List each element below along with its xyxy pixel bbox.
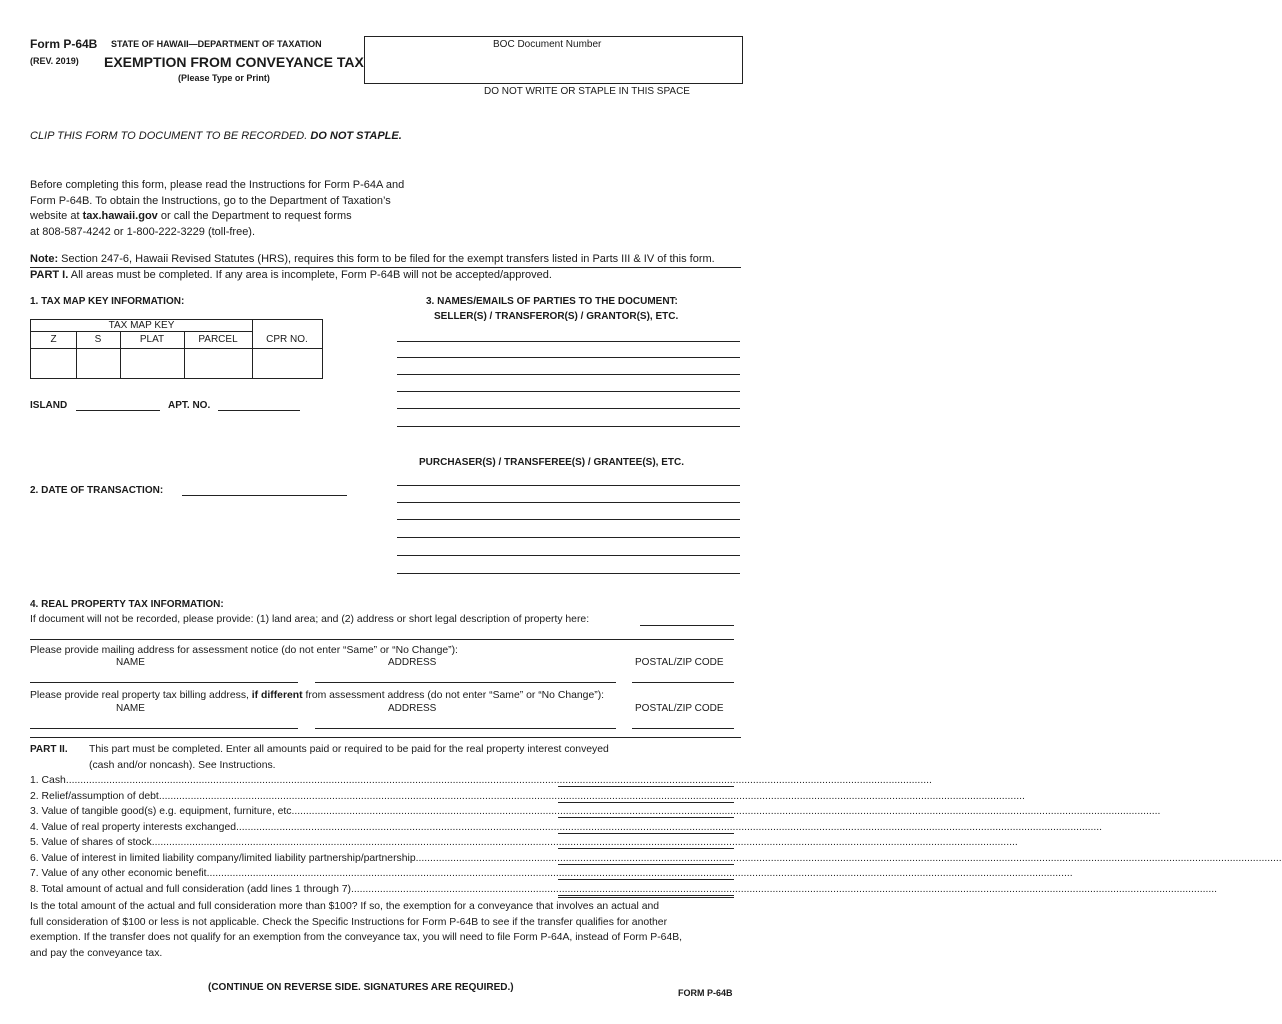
clip-notice [30, 130, 402, 142]
col-cpr: CPR NO. [266, 334, 308, 345]
intro-line: at 808-587-4242 or 1-800-222-3229 (toll-free). [30, 225, 256, 238]
date-of-transaction-field[interactable] [182, 495, 347, 496]
mailing-zip-header: POSTAL/ZIP CODE [635, 657, 724, 668]
no-write-notice: DO NOT WRITE OR STAPLE IN THIS SPACE [484, 86, 690, 97]
purchaser-line[interactable] [397, 573, 740, 574]
section4-desc: If document will not be recorded, please provide: (1) land area; and (2) address or short legal description of property here: [30, 614, 590, 625]
dot-leader: ............................................................................................................................................................................................................................................................................................................ [294, 806, 1161, 817]
form-footer-id: FORM P-64B [678, 988, 733, 998]
mailing-name-header: NAME [116, 657, 145, 668]
clip-notice-emphasis: DO NOT STAPLE. [310, 130, 402, 142]
website-link[interactable]: tax.hawaii.gov [82, 210, 158, 222]
apt-field[interactable] [218, 410, 300, 411]
dot-leader: ............................................................................................................................................................................................................................................................................................................ [151, 837, 1018, 848]
part2-amount-field[interactable] [558, 895, 734, 898]
note-text: Note: Section 247-6, Hawaii Revised Statutes (HRS), requires this form to be filed for the exempt transfers listed in Parts III & IV of this form. [30, 253, 715, 265]
seller-line[interactable] [397, 374, 740, 375]
seller-line[interactable] [397, 391, 740, 392]
col-z: Z [50, 334, 57, 345]
continue-notice: (CONTINUE ON REVERSE SIDE. SIGNATURES ARE REQUIRED.) [208, 982, 514, 993]
form-title: EXEMPTION FROM CONVEYANCE TAX [104, 54, 364, 70]
island-label: ISLAND [30, 400, 68, 411]
form-id: Form P-64B [30, 37, 98, 51]
part2-amount-field[interactable] [558, 786, 734, 787]
mailing-address-field[interactable] [315, 682, 616, 683]
agency-name: STATE OF HAWAII—DEPARTMENT OF TAXATION [111, 39, 322, 49]
boc-label: BOC Document Number [493, 39, 602, 50]
part2-item-label: 3. Value of tangible good(s) e.g. equipment, furniture, etc. [30, 806, 295, 817]
billing-address-instruction: Please provide real property tax billing address, if different from assessment address (do not enter “Same” or “No Change”): [30, 690, 605, 701]
seller-line[interactable] [397, 341, 740, 342]
purchaser-line[interactable] [397, 519, 740, 520]
closing-line: Is the total amount of the actual and full consideration more than $100? If so, the exemption for a conveyance that involves an actual and [30, 901, 660, 912]
dot-leader: ............................................................................................................................................................................................................................................................................................................ [350, 883, 1218, 895]
billing-zip-header: POSTAL/ZIP CODE [635, 703, 724, 714]
col-parcel: PARCEL [198, 334, 238, 345]
note-label: Note: [30, 253, 59, 265]
part2-item-row [30, 868, 1073, 879]
mailing-address-header: ADDRESS [388, 657, 437, 668]
billing-zip-field[interactable] [632, 728, 734, 729]
part2-amount-field[interactable] [558, 864, 734, 865]
boc-document-number-box[interactable] [364, 36, 743, 84]
mailing-name-field[interactable] [30, 682, 298, 683]
closing-line: exemption. If the transfer does not qualify for an exemption from the conveyance tax, you will need to file Form P-64A, instead of Form P-64B, [30, 932, 683, 943]
apt-label: APT. NO. [168, 400, 211, 411]
dot-leader: ............................................................................................................................................................................................................................................................................................................ [206, 868, 1073, 879]
part2-item-label: 2. Relief/assumption of debt [30, 790, 159, 802]
billing-name-header: NAME [116, 703, 145, 714]
clip-notice-text: CLIP THIS FORM TO DOCUMENT TO BE RECORDED. [30, 130, 308, 142]
part2-item-row [30, 883, 1218, 895]
intro-paragraph [30, 178, 404, 240]
part2-label: PART II. [30, 744, 68, 755]
part2-item-row [30, 821, 1103, 833]
part2-amount-field[interactable] [558, 833, 734, 834]
dot-leader: ............................................................................................................................................................................................................................................................................................................ [158, 790, 1025, 802]
seller-line[interactable] [397, 408, 740, 409]
closing-line: and pay the conveyance tax. [30, 947, 163, 959]
section1-title: 1. TAX MAP KEY INFORMATION: [30, 296, 185, 307]
dot-leader: ............................................................................................................................................................................................................................................................................................................ [236, 821, 1103, 833]
part2-amount-field[interactable] [558, 879, 734, 880]
part2-item-label: 6. Value of interest in limited liability company/limited liability partnership/partnership [30, 852, 416, 864]
property-description-field-2[interactable] [30, 639, 734, 640]
billing-address-header: ADDRESS [388, 703, 437, 714]
section4-title: 4. REAL PROPERTY TAX INFORMATION: [30, 599, 224, 610]
tax-map-key-header: TAX MAP KEY [108, 320, 175, 331]
part1-label: PART I. [30, 269, 69, 281]
island-field[interactable] [76, 410, 160, 411]
purchaser-line[interactable] [397, 485, 740, 486]
form-revision: (REV. 2019) [30, 56, 79, 66]
intro-line: Before completing this form, please read the Instructions for Form P-64A and [30, 179, 405, 191]
purchaser-line[interactable] [397, 555, 740, 556]
divider [30, 737, 741, 738]
part2-item-label: 5. Value of shares of stock [30, 837, 152, 848]
part2-amount-field[interactable] [558, 848, 734, 849]
dot-leader: ............................................................................................................................................................................................................................................................................................................ [415, 852, 1282, 864]
part2-item-label: 1. Cash [30, 775, 66, 786]
intro-line: website at tax.hawaii.gov or call the Department to request forms [30, 210, 352, 222]
part2-amount-field[interactable] [558, 802, 734, 803]
part2-item-label: 4. Value of real property interests exchanged [30, 821, 237, 833]
purchaser-title: PURCHASER(S) / TRANSFEREE(S) / GRANTEE(S), ETC. [419, 457, 685, 468]
section3-title: 3. NAMES/EMAILS OF PARTIES TO THE DOCUMENT: [426, 296, 678, 307]
property-description-field[interactable] [640, 625, 734, 626]
part2-item-row [30, 852, 1282, 864]
part2-item-row [30, 806, 1161, 817]
seller-line[interactable] [397, 426, 740, 427]
dot-leader: ............................................................................................................................................................................................................................................................................................................ [65, 775, 932, 786]
part2-text-2: (cash and/or noncash). See Instructions. [89, 760, 276, 771]
closing-line: full consideration of $100 or less is not applicable. Check the Specific Instructions for Form P-64B to see if the transfer qualifies for another [30, 916, 668, 928]
part2-item-row [30, 837, 1018, 848]
part2-item-label: 7. Value of any other economic benefit [30, 868, 207, 879]
intro-line: Form P-64B. To obtain the Instructions, go to the Department of Taxation’s [30, 194, 391, 207]
part2-item-label: 8. Total amount of actual and full consideration (add lines 1 through 7) [30, 883, 351, 895]
form-subtitle: (Please Type or Print) [178, 73, 270, 83]
part1-text: PART I. All areas must be completed. If any area is incomplete, Form P-64B will not be accepted/approved. [30, 269, 552, 281]
billing-address-field[interactable] [315, 728, 616, 729]
section3-seller-title: SELLER(S) / TRANSFEROR(S) / GRANTOR(S), ETC. [434, 311, 679, 322]
section2-title: 2. DATE OF TRANSACTION: [30, 485, 164, 496]
billing-name-field[interactable] [30, 728, 298, 729]
part2-text-1: This part must be completed. Enter all amounts paid or required to be paid for the real property interest conveyed [89, 744, 609, 755]
col-s: S [94, 334, 102, 345]
part2-closing [30, 899, 682, 961]
part2-amount-field[interactable] [558, 817, 734, 818]
mailing-zip-field[interactable] [632, 682, 734, 683]
purchaser-line[interactable] [397, 537, 740, 538]
col-plat: PLAT [139, 334, 165, 345]
purchaser-line[interactable] [397, 502, 740, 503]
part2-item-row [30, 790, 1025, 802]
tmk-parcel-cell[interactable] [184, 320, 253, 378]
seller-line[interactable] [397, 357, 740, 358]
divider [30, 267, 741, 268]
mailing-address-instruction: Please provide mailing address for assessment notice (do not enter “Same” or “No Change”): [30, 645, 458, 656]
tax-map-key-table [30, 319, 323, 379]
part2-item-row [30, 775, 932, 786]
